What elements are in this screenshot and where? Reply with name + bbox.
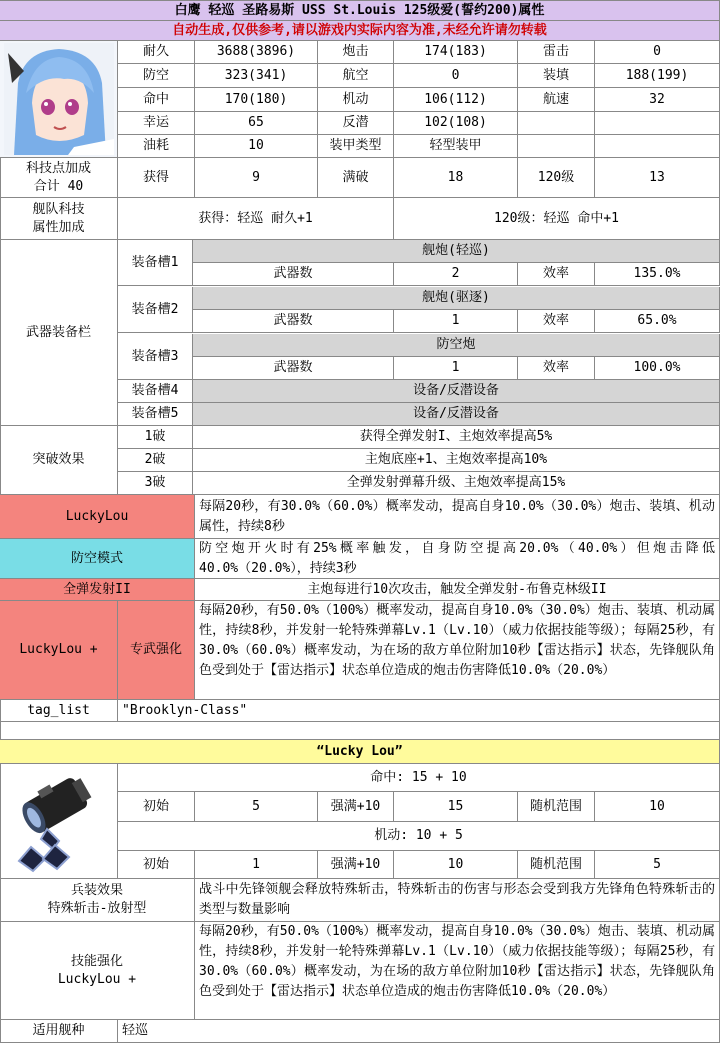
spacer-row (0, 722, 720, 740)
stat-cell (318, 41, 394, 64)
breakthrough-effect-text: 全弹发射弹幕升级、主炮效率提高15% (346, 475, 566, 491)
slot-type-text: 舰炮(轻巡) (422, 243, 490, 259)
slot-eff-label-text: 效率 (542, 313, 569, 329)
skill-name (0, 579, 195, 601)
breakthrough-level-text: 1破 (144, 429, 166, 445)
slot-name-text: 装备槽4 (131, 383, 179, 399)
gear-effect-desc-text: 战斗中先锋领舰会释放特殊斩击，特殊斩击的伤害与形态会受到我方先锋角色特殊斩击的类型与数量影响 (199, 882, 715, 917)
gear-stat-cell (195, 792, 318, 822)
slot-type (193, 334, 720, 357)
gear-stat-cell (118, 851, 195, 879)
gear-ship-value (118, 1020, 720, 1043)
slot-type (193, 403, 720, 426)
gear-skill-label (0, 922, 195, 1020)
gear-stat-head-text: 命中: 15 + 10 (370, 769, 467, 785)
gear-stat-cell (394, 792, 518, 822)
skill-desc (195, 495, 720, 539)
slot-eff-text: 65.0% (637, 313, 677, 329)
stat-cell (518, 112, 595, 135)
slot-type-text: 防空炮 (436, 337, 476, 353)
stat-cell-text: 106(112) (424, 91, 487, 107)
gear-stat-cell-text: 强满+10 (330, 856, 381, 872)
slot-name-text: 装备槽2 (131, 301, 179, 317)
skill-desc (195, 579, 720, 601)
stat-cell (518, 88, 595, 112)
gear-ship-label-text: 适用舰种 (32, 1023, 85, 1039)
tech-cell (318, 158, 394, 198)
skill-name (0, 539, 195, 579)
tech-cell (595, 158, 720, 198)
binocular-gear-icon (9, 769, 109, 874)
stat-cell (195, 64, 318, 88)
gear-stat-cell-text: 随机范围 (529, 856, 582, 872)
breakthrough-effect (193, 472, 720, 495)
gear-stat-cell (118, 792, 195, 822)
skill-name-text: 防空模式 (70, 550, 123, 566)
slot-type (193, 380, 720, 403)
skill-plus-tag (118, 601, 195, 700)
stat-cell-text: 油耗 (142, 138, 169, 154)
slot-count (394, 357, 518, 380)
slot-count-label (193, 357, 394, 380)
stat-cell (595, 135, 720, 158)
breakthrough-label-text: 突破效果 (32, 452, 85, 468)
stat-cell-text: 10 (248, 138, 264, 154)
gear-stat-cell-text: 15 (447, 798, 464, 814)
stat-cell-text: 反潜 (342, 115, 369, 131)
tech-cell (118, 158, 195, 198)
stat-cell (394, 135, 518, 158)
stat-cell (318, 88, 394, 112)
skill-plus-tag-text: 专武强化 (129, 642, 182, 658)
slot-name-text: 装备槽3 (131, 348, 179, 364)
gear-skill-desc-text: 每隔20秒，有50.0%（100%）概率发动，提高自身10.0%（30.0%）炮击、装填、机动属性，持续8秒，并发射一轮特殊弹幕Lv.1（Lv.10）（威力依据技能等级）；每隔25秒，有30.0%（60.0%）概率发动，为在场的敌方单位附加10秒【雷达指示】状态，先锋舰队角色受到处于【雷达指示】状态单位造成的炮击伤害降低10.0%（20.0%） (199, 924, 715, 999)
slot-count-label (193, 310, 394, 333)
ship-portrait (0, 41, 118, 158)
slot-eff (595, 357, 720, 380)
skill-desc (195, 539, 720, 579)
stat-cell (195, 112, 318, 135)
slot-type (193, 240, 720, 263)
gear-skill-label-text: 技能强化 LuckyLou + (57, 953, 137, 987)
stat-cell (318, 64, 394, 88)
gear-stat-cell-text: 5 (653, 856, 661, 872)
gear-stat-cell (318, 792, 394, 822)
slot-type (193, 287, 720, 310)
slot-eff-label (518, 310, 595, 333)
slot-name (118, 380, 193, 403)
stat-cell-text: 轻型装甲 (429, 138, 482, 154)
tech-cell (518, 158, 595, 198)
slot-name (118, 240, 193, 286)
tech-cell (394, 158, 518, 198)
stat-cell-text: 炮击 (342, 44, 369, 60)
skill-desc-text: 主炮每进行10次攻击，触发全弹发射-布鲁克林级II (307, 581, 607, 597)
stat-cell-text: 65 (248, 115, 264, 131)
stat-cell (118, 88, 195, 112)
gear-stat-cell-text: 初始 (142, 856, 169, 872)
slot-eff-label (518, 357, 595, 380)
gear-stat-head-text: 机动: 10 + 5 (374, 828, 463, 844)
gear-stat-cell-text: 10 (649, 798, 665, 814)
breakthrough-level-text: 2破 (144, 452, 166, 468)
stat-cell-text: 188(199) (625, 67, 689, 83)
slot-count-label (193, 263, 394, 286)
stat-cell (595, 41, 720, 64)
gear-title-text: “Lucky Lou” (316, 743, 403, 759)
stat-cell-text: 雷击 (542, 44, 569, 60)
tag-list-value-text: "Brooklyn-Class" (122, 702, 248, 718)
slot-name (118, 334, 193, 380)
stat-cell-text: 323(341) (224, 67, 288, 83)
stat-cell-text: 幸运 (142, 115, 169, 131)
gear-stat-cell (318, 851, 394, 879)
gear-stat-cell-text: 10 (447, 856, 464, 872)
gear-title (0, 740, 720, 764)
slot-eff (595, 310, 720, 333)
tech-cell (195, 158, 318, 198)
fleet-tech-obtain (118, 198, 394, 240)
breakthrough-effect (193, 449, 720, 472)
gear-stat-cell (195, 851, 318, 879)
stat-cell (595, 88, 720, 112)
skill-plus-name-text: LuckyLou + (19, 642, 98, 658)
stat-cell-text: 102(108) (424, 115, 487, 131)
stat-cell-text: 174(183) (424, 44, 487, 60)
skill-plus-desc-text: 每隔20秒，有50.0%（100%）概率发动，提高自身10.0%（30.0%）炮击、装填、机动属性，持续8秒，并发射一轮特殊弹幕Lv.1（Lv.10）（威力依据技能等级）；每隔25秒，有30.0%（60.0%）概率发动，为在场的敌方单位附加10秒【雷达指示】状态，先锋舰队角色受到处于【雷达指示】状态单位造成的炮击伤害降低10.0%（20.0%） (199, 603, 715, 678)
fleet-tech-lv120 (394, 198, 720, 240)
stat-cell (318, 112, 394, 135)
skill-plus-desc (195, 601, 720, 700)
fleet-tech-lv120-text: 120级：轻巡 命中+1 (494, 210, 619, 226)
skill-name-text: LuckyLou (65, 508, 129, 524)
stat-cell (118, 41, 195, 64)
stat-cell (518, 64, 595, 88)
stat-cell-text: 170(180) (224, 91, 288, 107)
breakthrough-effect (193, 426, 720, 449)
tag-list-label-text: tag_list (27, 702, 90, 718)
slot-name-text: 装备槽1 (131, 254, 179, 270)
stat-cell-text: 0 (653, 44, 661, 60)
tech-cell-text: 18 (447, 169, 464, 185)
stat-cell-text: 装填 (542, 67, 569, 83)
skill-desc-text: 防空炮开火时有25%概率触发，自身防空提高20.0%（40.0%）但炮击降低40.0%（20.0%），持续3秒 (199, 541, 715, 576)
tag-list-label (0, 700, 118, 722)
stat-cell (394, 88, 518, 112)
stat-cell (394, 112, 518, 135)
stat-cell (118, 135, 195, 158)
slot-count-label-text: 武器数 (273, 360, 313, 376)
fleet-tech-obtain-text: 获得：轻巡 耐久+1 (198, 210, 313, 226)
gear-effect-desc (195, 879, 720, 922)
gear-ship-label (0, 1020, 118, 1043)
tech-cell-text: 120级 (537, 169, 575, 185)
slot-type-text: 舰炮(驱逐) (422, 290, 490, 306)
stat-cell (195, 88, 318, 112)
tech-cell-text: 13 (649, 169, 665, 185)
slot-name-text: 装备槽5 (131, 406, 179, 422)
stat-cell (318, 135, 394, 158)
gear-stat-cell (518, 851, 595, 879)
breakthrough-level (118, 426, 193, 449)
stat-cell (595, 64, 720, 88)
stat-cell-text: 32 (649, 91, 665, 107)
stat-cell (195, 135, 318, 158)
stat-cell-text: 耐久 (142, 44, 169, 60)
tech-cell-text: 9 (252, 169, 260, 185)
slot-count-text: 2 (451, 266, 460, 282)
skill-name (0, 495, 195, 539)
page-title (0, 0, 720, 21)
gear-stat-cell (595, 851, 720, 879)
slot-name (118, 403, 193, 426)
stat-cell-text: 3688(3896) (216, 44, 296, 60)
stat-cell-text: 装甲类型 (329, 138, 382, 154)
slot-eff-label-text: 效率 (542, 266, 569, 282)
tech-cell-text: 获得 (142, 169, 169, 185)
slot-count-label-text: 武器数 (273, 313, 313, 329)
tech-points-label (0, 158, 118, 198)
slot-count (394, 263, 518, 286)
gear-stat-head (118, 822, 720, 851)
slot-eff-text: 100.0% (633, 360, 681, 376)
stat-cell (595, 112, 720, 135)
gear-image (0, 764, 118, 879)
stat-cell-text: 0 (451, 67, 460, 83)
slot-eff-label-text: 效率 (542, 360, 569, 376)
tech-cell-text: 满破 (342, 169, 369, 185)
gear-ship-value-text: 轻巡 (122, 1023, 149, 1039)
page-title-text: 白鹰 轻巡 圣路易斯 USS St.Louis 125级爱(誓约200)属性 (174, 2, 545, 18)
skill-desc-text: 每隔20秒，有30.0%（60.0%）概率发动，提高自身10.0%（30.0%）炮击、装填、机动属性，持续8秒 (199, 499, 715, 534)
slot-name (118, 287, 193, 333)
fleet-tech-label-text: 舰队科技 属性加成 (32, 201, 85, 235)
gear-stat-head (118, 764, 720, 792)
stat-cell-text: 机动 (342, 91, 369, 107)
slot-count-text: 1 (451, 313, 460, 329)
stat-cell-text: 航速 (542, 91, 569, 107)
stat-cell-text: 命中 (142, 91, 169, 107)
notice (0, 21, 720, 41)
gear-stat-cell (595, 792, 720, 822)
gear-stat-cell-text: 1 (252, 856, 260, 872)
stat-cell (118, 112, 195, 135)
skill-name-text: 全弹发射II (63, 581, 131, 597)
stat-cell (118, 64, 195, 88)
gear-stat-cell-text: 初始 (142, 798, 169, 814)
breakthrough-effect-text: 获得全弹发射I、主炮效率提高5% (359, 429, 553, 445)
weapons-label-text: 武器装备栏 (25, 324, 91, 340)
gear-stat-cell-text: 强满+10 (330, 798, 381, 814)
slot-type-text: 设备/反潜设备 (413, 406, 499, 422)
tag-list-value (118, 700, 720, 722)
ship-portrait-icon (4, 43, 114, 155)
gear-stat-cell-text: 随机范围 (529, 798, 582, 814)
notice-text: 自动生成,仅供参考,请以游戏内实际内容为准,未经允许请勿转载 (172, 22, 547, 38)
slot-eff-text: 135.0% (633, 266, 681, 282)
gear-stat-cell (394, 851, 518, 879)
slot-eff-label (518, 263, 595, 286)
slot-count-text: 1 (451, 360, 460, 376)
gear-stat-cell-text: 5 (252, 798, 260, 814)
breakthrough-effect-text: 主炮底座+1、主炮效率提高10% (364, 452, 548, 468)
stat-cell (195, 41, 318, 64)
slot-count-label-text: 武器数 (273, 266, 313, 282)
breakthrough-level (118, 449, 193, 472)
stat-cell (518, 41, 595, 64)
gear-skill-desc (195, 922, 720, 1020)
stat-cell (394, 64, 518, 88)
slot-eff (595, 263, 720, 286)
breakthrough-level-text: 3破 (144, 475, 166, 491)
slot-count (394, 310, 518, 333)
weapons-label (0, 240, 118, 426)
gear-effect-label (0, 879, 195, 922)
stat-cell-text: 航空 (342, 67, 369, 83)
fleet-tech-label (0, 198, 118, 240)
gear-stat-cell (518, 792, 595, 822)
tech-points-label-text: 科技点加成 合计 40 (25, 160, 91, 194)
gear-effect-label-text: 兵装效果 特殊斩击-放射型 (47, 883, 147, 916)
breakthrough-label (0, 426, 118, 495)
skill-plus-name (0, 601, 118, 700)
stat-cell-text: 防空 (142, 67, 169, 83)
slot-type-text: 设备/反潜设备 (413, 383, 499, 399)
stat-cell (518, 135, 595, 158)
breakthrough-level (118, 472, 193, 495)
stat-cell (394, 41, 518, 64)
